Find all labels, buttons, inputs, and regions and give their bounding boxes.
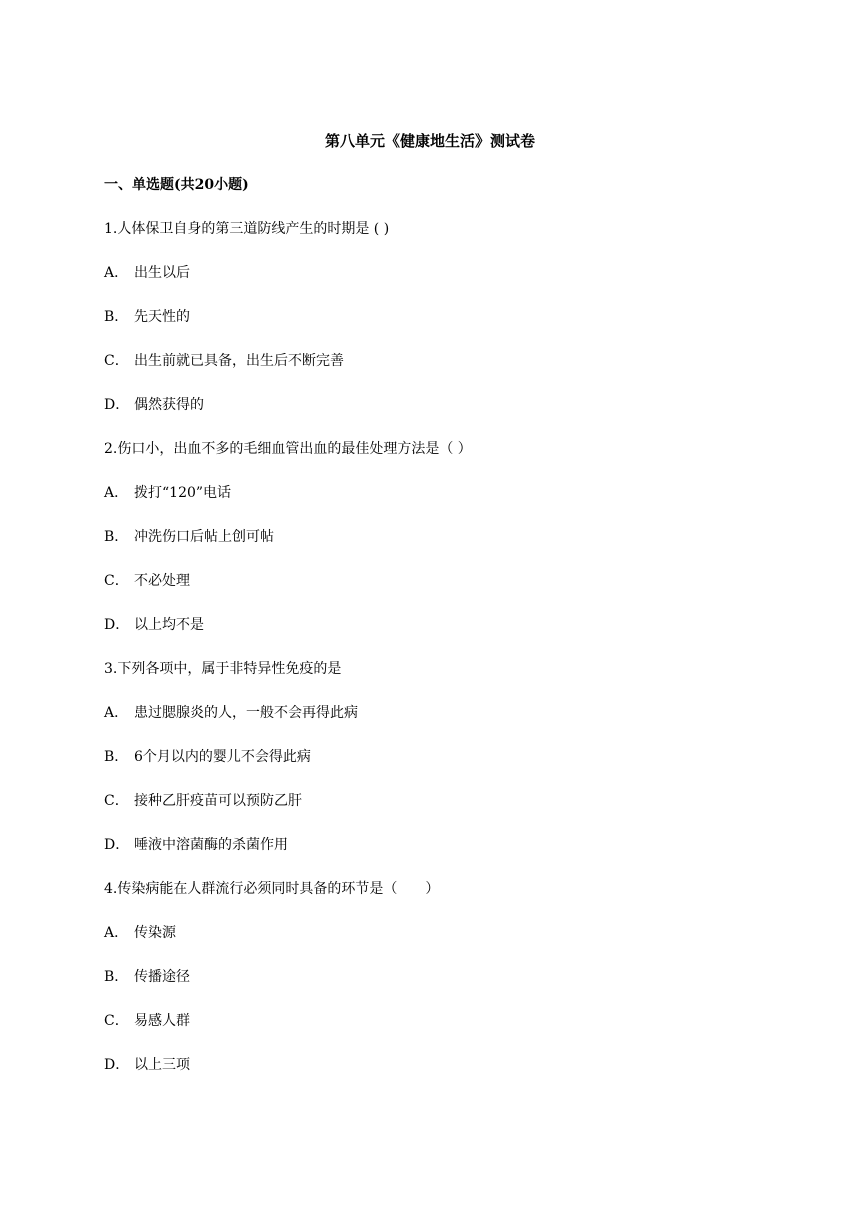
page-title: 第八单元《健康地生活》测试卷 bbox=[324, 132, 535, 150]
option-text: 先天性的 bbox=[134, 309, 190, 325]
option-b bbox=[104, 306, 764, 350]
option-a bbox=[104, 922, 764, 966]
question-1 bbox=[104, 218, 764, 438]
option-c bbox=[104, 570, 764, 614]
question-4 bbox=[104, 878, 764, 1098]
option-c bbox=[104, 1010, 764, 1054]
option-letter: B． bbox=[104, 749, 129, 765]
option-text: 传染源 bbox=[134, 925, 176, 941]
option-text: 出生前就已具备，出生后不断完善 bbox=[134, 353, 344, 369]
option-text: 易感人群 bbox=[134, 1013, 190, 1029]
option-letter: C． bbox=[104, 793, 129, 809]
option-b bbox=[104, 526, 764, 570]
option-text: 以上均不是 bbox=[134, 617, 204, 633]
question-stem: 3.下列各项中，属于非特异性免疫的是 bbox=[104, 661, 342, 677]
option-text: 偶然获得的 bbox=[134, 397, 204, 413]
option-letter: C． bbox=[104, 353, 129, 369]
option-text: 传播途径 bbox=[134, 969, 190, 985]
section-heading: 一、单选题(共20小题) bbox=[104, 177, 249, 193]
option-text: 拨打“120”电话 bbox=[134, 485, 232, 501]
option-d bbox=[104, 614, 764, 658]
option-text: 唾液中溶菌酶的杀菌作用 bbox=[134, 837, 288, 853]
option-text: 患过腮腺炎的人，一般不会再得此病 bbox=[134, 705, 358, 721]
option-letter: A． bbox=[104, 265, 129, 281]
question-stem: 1.人体保卫自身的第三道防线产生的时期是 ( ) bbox=[104, 221, 390, 237]
option-b bbox=[104, 966, 764, 1010]
option-text: 接种乙肝疫苗可以预防乙肝 bbox=[134, 793, 302, 809]
option-c bbox=[104, 350, 764, 394]
question-stem: 4.传染病能在人群流行必须同时具备的环节是（ ） bbox=[104, 881, 440, 897]
option-text: 出生以后 bbox=[134, 265, 190, 281]
option-c bbox=[104, 790, 764, 834]
option-a bbox=[104, 262, 764, 306]
question-3 bbox=[104, 658, 764, 878]
option-a bbox=[104, 702, 764, 746]
option-letter: C． bbox=[104, 1013, 129, 1029]
option-text: 冲洗伤口后帖上创可帖 bbox=[134, 529, 274, 545]
option-letter: D． bbox=[104, 837, 130, 853]
question-2 bbox=[104, 438, 764, 658]
option-d bbox=[104, 1054, 764, 1098]
option-letter: B． bbox=[104, 529, 129, 545]
question-stem: 2.伤口小，出血不多的毛细血管出血的最佳处理方法是（ ） bbox=[104, 441, 472, 457]
option-text: 不必处理 bbox=[134, 573, 190, 589]
question-list bbox=[104, 218, 764, 1098]
option-letter: B． bbox=[104, 309, 129, 325]
option-text: 6个月以内的婴儿不会得此病 bbox=[134, 749, 311, 765]
option-letter: D． bbox=[104, 617, 130, 633]
option-letter: A． bbox=[104, 485, 129, 501]
option-d bbox=[104, 394, 764, 438]
option-text: 以上三项 bbox=[134, 1057, 190, 1073]
option-letter: D． bbox=[104, 397, 130, 413]
option-letter: A． bbox=[104, 925, 129, 941]
option-a bbox=[104, 482, 764, 526]
option-letter: B． bbox=[104, 969, 129, 985]
option-letter: A． bbox=[104, 705, 129, 721]
option-b bbox=[104, 746, 764, 790]
option-d bbox=[104, 834, 764, 878]
option-letter: D． bbox=[104, 1057, 130, 1073]
option-letter: C． bbox=[104, 573, 129, 589]
